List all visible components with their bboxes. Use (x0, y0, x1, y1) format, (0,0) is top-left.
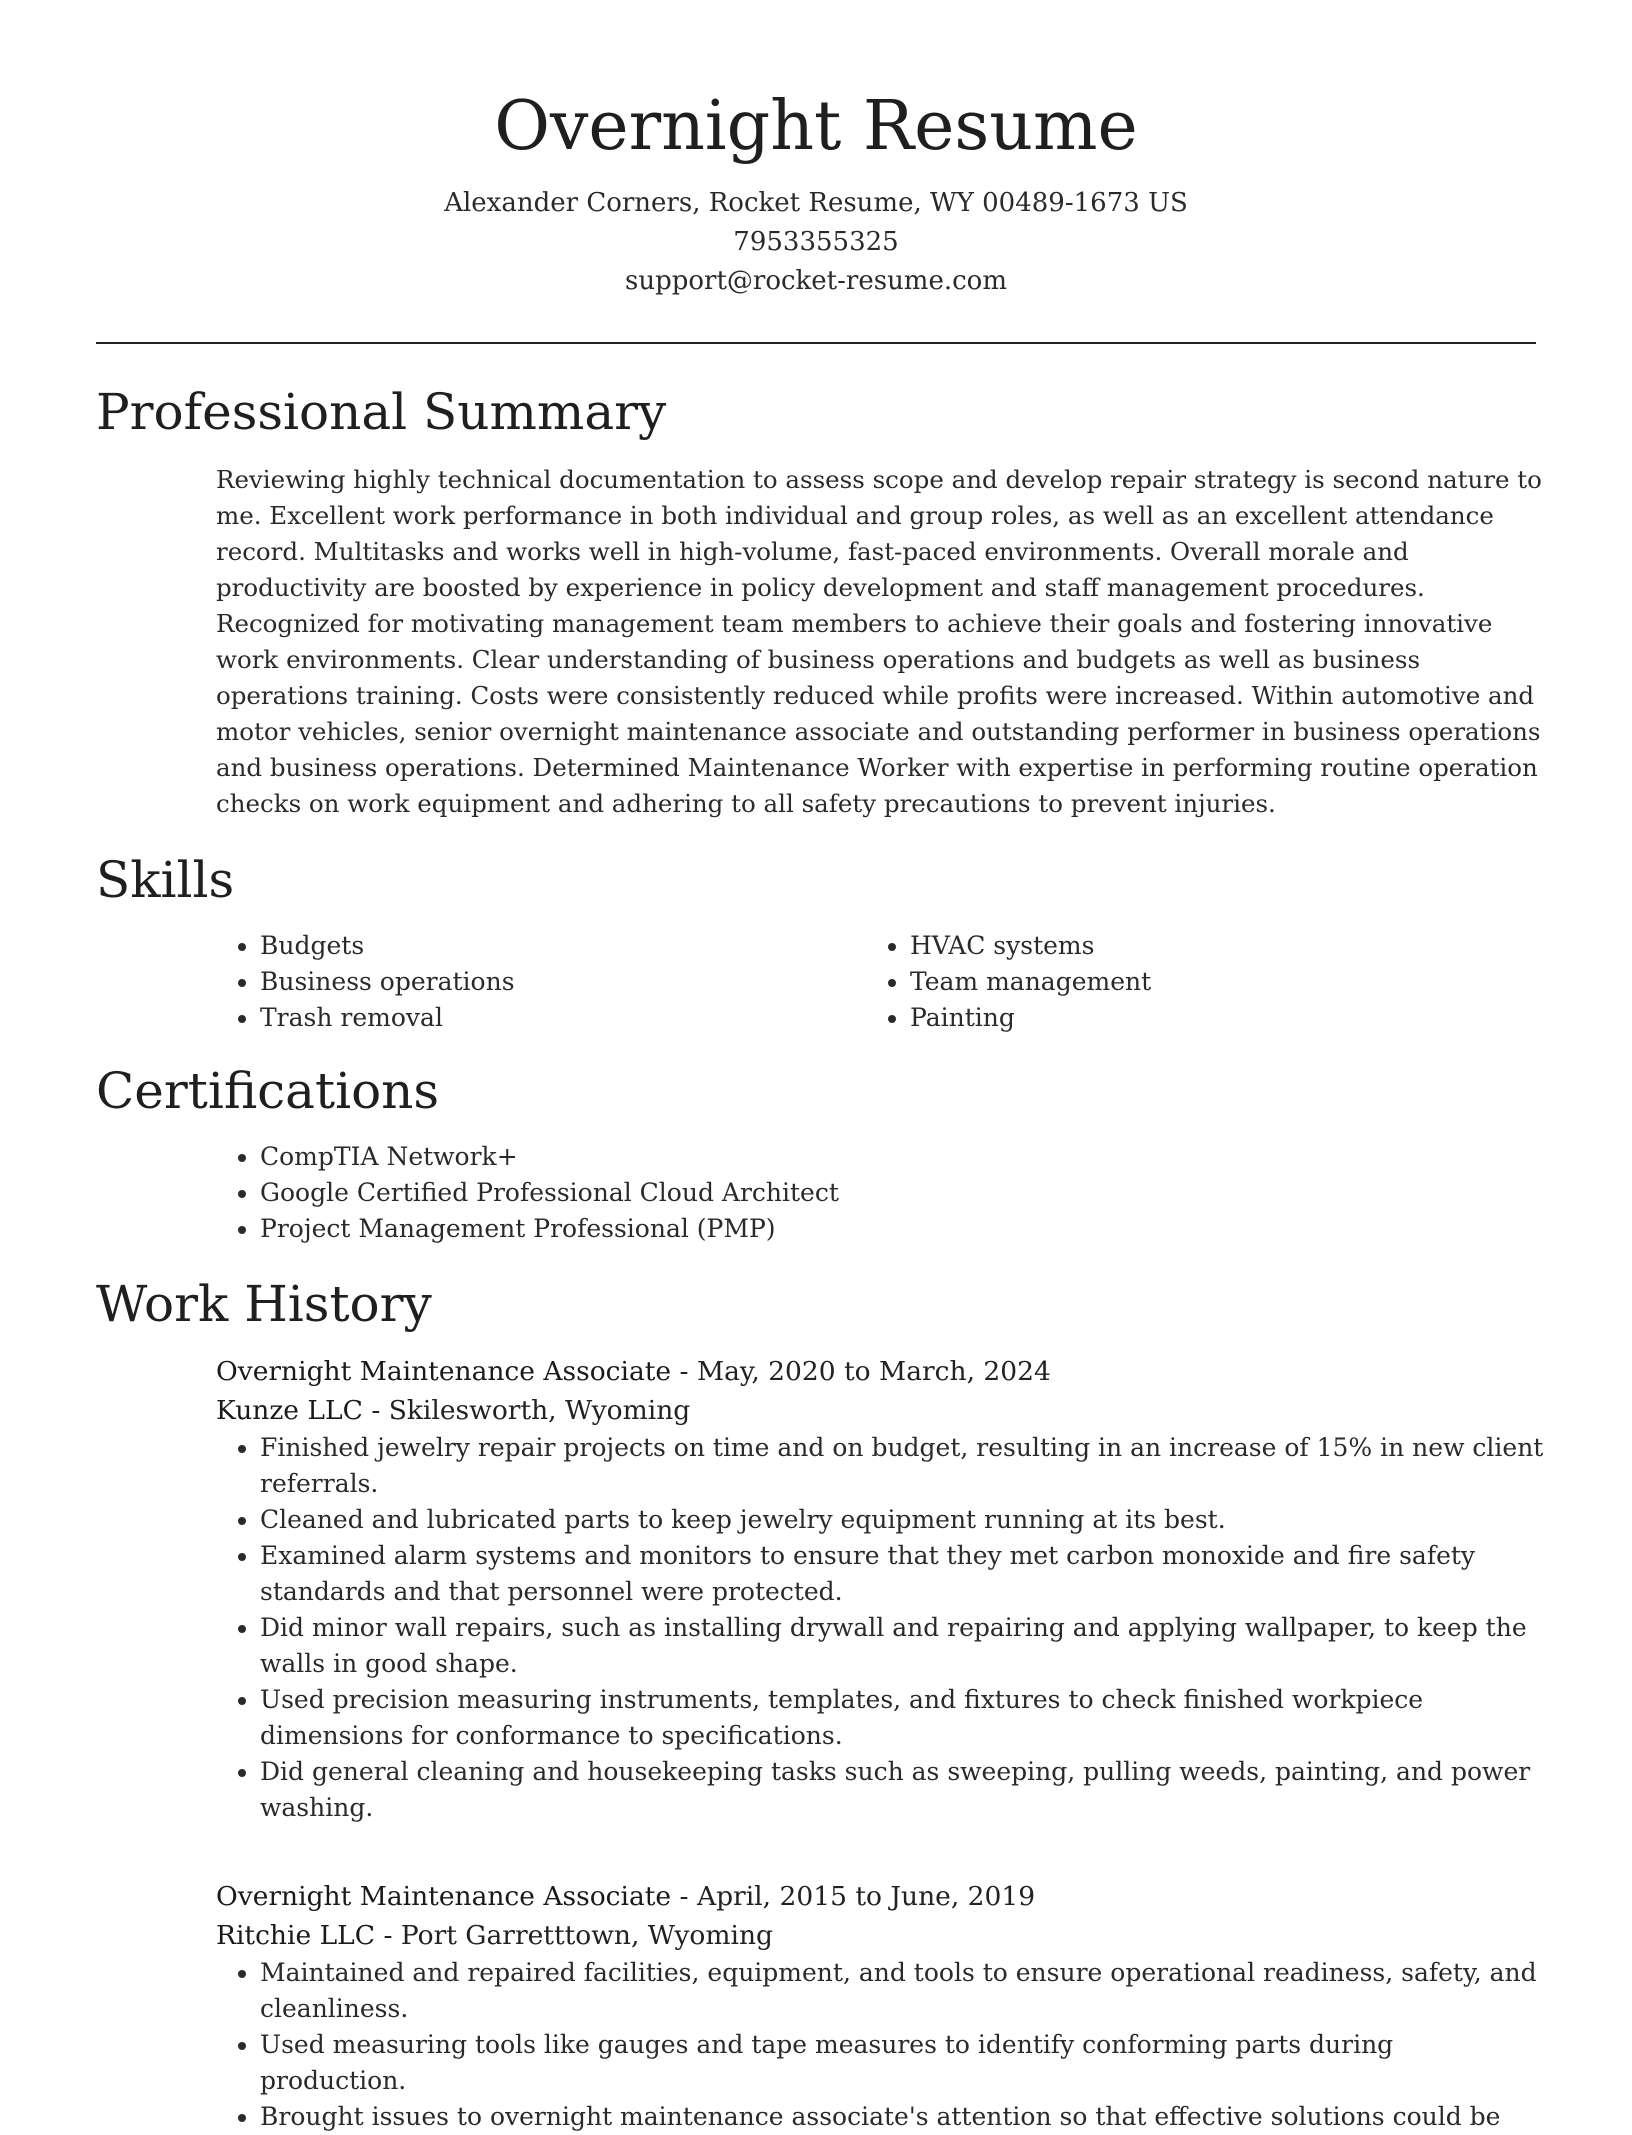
contact-block (0, 184, 1632, 301)
certification-item: • Google Certified Professional Cloud Architect (260, 1175, 839, 1211)
summary-heading: Professional Summary (96, 383, 667, 441)
job-duty-item: • Cleaned and lubricated parts to keep jewelry equipment running at its best. (260, 1502, 1546, 1538)
header-divider (96, 342, 1536, 344)
job-dates: April, 2015 to June, 2019 (696, 1881, 1036, 1912)
skill-item: • Trash removal (260, 1000, 515, 1036)
job-entry (216, 1352, 1546, 1826)
skill-item: • HVAC systems (910, 928, 1151, 964)
job-role: Overnight Maintenance Associate (216, 1356, 672, 1387)
skills-column-left (216, 928, 515, 1036)
resume-header (0, 0, 1632, 301)
skills-heading: Skills (96, 851, 235, 909)
job-separator: - (671, 1356, 697, 1387)
job-duty-item: • Did general cleaning and housekeeping tasks such as sweeping, pulling weeds, painting, and power washing. (260, 1754, 1546, 1826)
job-separator: - (375, 1920, 401, 1951)
job-separator: - (671, 1881, 697, 1912)
job-dates: May, 2020 to March, 2024 (696, 1356, 1051, 1387)
job-duties-list (216, 1430, 1546, 1826)
job-duties-list (216, 1955, 1546, 2135)
contact-address: Alexander Corners, Rocket Resume, WY 00489-1673 US (444, 188, 1188, 218)
contact-email: support@rocket-resume.com (624, 266, 1007, 296)
skill-item: • Business operations (260, 964, 515, 1000)
skills-list-left (216, 928, 515, 1036)
skills-list-right (866, 928, 1151, 1036)
job-duty-item: • Finished jewelry repair projects on time and on budget, resulting in an increase of 15% in new client referrals. (260, 1430, 1546, 1502)
job-location: Skilesworth, Wyoming (388, 1395, 691, 1426)
skills-column-right (866, 928, 1151, 1036)
certifications-heading: Certifications (96, 1062, 440, 1120)
certifications-list (216, 1139, 839, 1247)
job-location: Port Garretttown, Wyoming (400, 1920, 774, 1951)
job-duty-item: • Brought issues to overnight maintenance associate's attention so that effective solutions could be (260, 2099, 1546, 2135)
contact-phone: 7953355325 (733, 227, 899, 257)
job-duty-item: • Examined alarm systems and monitors to ensure that they met carbon monoxide and fire safety standards and that personnel were protected. (260, 1538, 1546, 1610)
skill-item: • Budgets (260, 928, 515, 964)
job-title-line (216, 1877, 1546, 1916)
job-title-line (216, 1352, 1546, 1391)
certification-item: • CompTIA Network+ (260, 1139, 839, 1175)
certifications-block (216, 1139, 839, 1247)
job-company-line (216, 1391, 1546, 1430)
work-history-heading: Work History (96, 1275, 432, 1333)
job-duty-item: • Maintained and repaired facilities, equipment, and tools to ensure operational readiness, safety, and cleanliness. (260, 1955, 1546, 2027)
resume-name: Overnight Resume (494, 87, 1138, 166)
skill-item: • Team management (910, 964, 1151, 1000)
job-company-line (216, 1916, 1546, 1955)
job-duty-item: • Used precision measuring instruments, templates, and fixtures to check finished workpiece dimensions for conformance to specifications. (260, 1682, 1546, 1754)
job-role: Overnight Maintenance Associate (216, 1881, 672, 1912)
job-entry (216, 1877, 1546, 2135)
job-separator: - (362, 1395, 389, 1426)
summary-text: Reviewing highly technical documentation to assess scope and develop repair strategy is second nature to me. Excellent work performance in both individual and group roles, as well as an excellent attendance record. Multitasks and works well in high-volume, fast-paced environments. Overall morale and productivity are boosted by experience in policy development and staff management procedures. Recognized for motivating management team members to achieve their goals and fostering innovative work environments. Clear understanding of business operations and budgets as well as business operations training. Costs were consistently reduced while profits were increased. Within automotive and motor vehicles, senior overnight maintenance associate and outstanding performer in business operations and business operations. Determined Maintenance Worker with expertise in performing routine operation checks on work equipment and adhering to all safety precautions to prevent injuries. (216, 465, 1542, 818)
job-company: Ritchie LLC (216, 1920, 376, 1951)
job-duty-item: • Did minor wall repairs, such as installing drywall and repairing and applying wallpaper, to keep the walls in good shape. (260, 1610, 1546, 1682)
certification-item: • Project Management Professional (PMP) (260, 1211, 839, 1247)
skill-item: • Painting (910, 1000, 1151, 1036)
job-duty-item: • Used measuring tools like gauges and tape measures to identify conforming parts during production. (260, 2027, 1546, 2099)
job-company: Kunze LLC (216, 1395, 363, 1426)
